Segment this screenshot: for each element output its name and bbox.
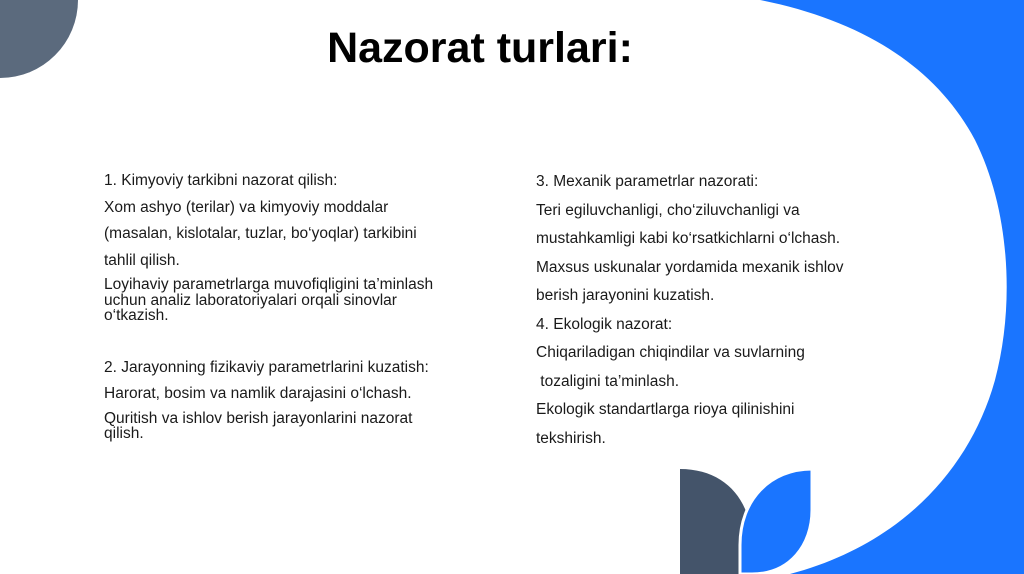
text-line: o‘tkazish. xyxy=(104,307,169,324)
text-line: uchun analiz laboratoriyalari orqali sinovlar xyxy=(104,291,397,309)
text-line: Harorat, bosim va namlik darajasini o‘lchash. xyxy=(104,385,412,402)
text-line: Chiqariladigan chiqindilar va suvlarning xyxy=(536,344,805,361)
right-text-column xyxy=(536,168,916,453)
text-line: qilish. xyxy=(104,425,144,442)
text-line: Loyihaviy parametrlarga muvofiqligini ta’minlash xyxy=(104,276,434,293)
text-line: mustahkamligi kabi ko‘rsatkichlarni o‘lchash. xyxy=(536,230,841,247)
slide-title: Nazorat turlari: xyxy=(327,24,633,72)
blue-leaf-shape xyxy=(740,469,812,574)
section-heading-2: 2. Jarayonning fizikaviy parametrlarini kuzatish: xyxy=(104,358,429,376)
text-line: tekshirish. xyxy=(536,429,606,447)
section-heading-3: 3. Mexanik parametrlar nazorati: xyxy=(536,173,759,190)
left-text-column xyxy=(104,168,494,441)
text-line: Maxsus uskunalar yordamida mexanik ishlov xyxy=(536,258,844,276)
text-line: Xom ashyo (terilar) va kimyoviy moddalar xyxy=(104,198,389,216)
text-line: (masalan, kislotalar, tuzlar, bo‘yoqlar) tarkibini xyxy=(104,225,417,242)
text-line: Teri egiluvchanligi, cho‘ziluvchanligi va xyxy=(536,201,800,219)
text-line: berish jarayonini kuzatish. xyxy=(536,287,715,304)
section-heading-1: 1. Kimyoviy tarkibni nazorat qilish: xyxy=(104,172,338,189)
text-line: Ekologik standartlarga rioya qilinishini xyxy=(536,401,795,418)
section-heading-4: 4. Ekologik nazorat: xyxy=(536,315,673,333)
text-line: Quritish va ishlov berish jarayonlarini nazorat xyxy=(104,409,413,427)
text-line: tahlil qilish. xyxy=(104,251,180,269)
text-line: tozaligini ta’minlash. xyxy=(536,372,680,390)
